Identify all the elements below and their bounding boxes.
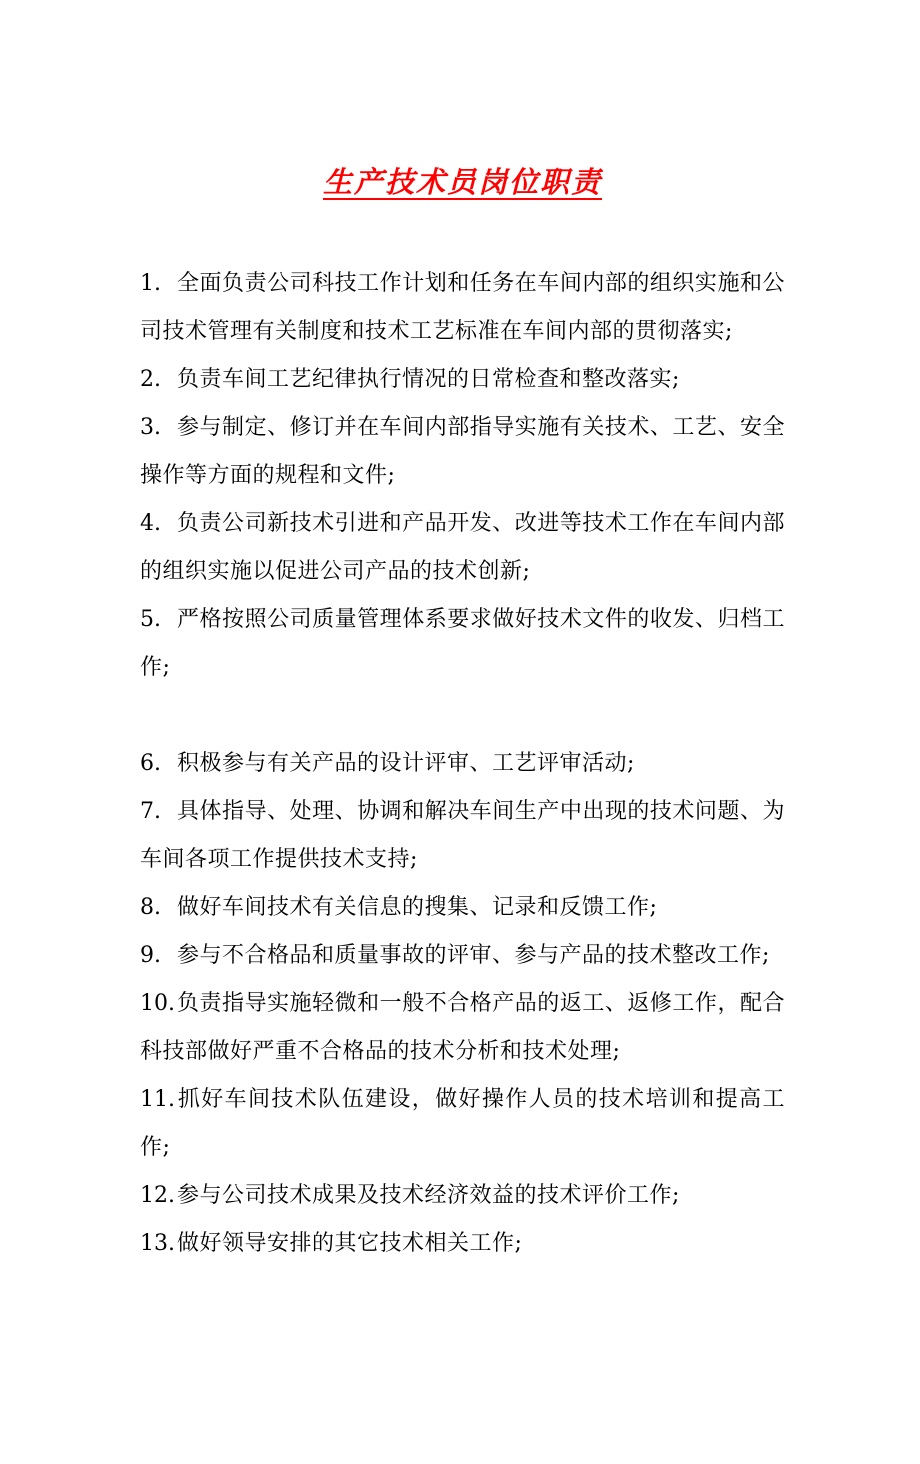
list-item [140, 1220, 785, 1268]
item-text: 积极参与有关产品的设计评审、工艺评审活动; [177, 751, 635, 776]
list-item [140, 740, 785, 788]
list-item [140, 980, 785, 1076]
item-number: 13. [140, 1231, 175, 1256]
list-item [140, 1172, 785, 1220]
document-title: 生产技术员岗位职责 [322, 165, 602, 199]
list-item [140, 500, 785, 596]
item-text: 全面负责公司科技工作计划和任务在车间内部的组织实施和公司技术管理有关制度和技术工艺标准在车间内部的贯彻落实; [140, 271, 785, 344]
item-text: 抓好车间技术队伍建设，做好操作人员的技术培训和提高工作; [140, 1087, 785, 1160]
item-number: 2. [140, 367, 161, 392]
list-item [140, 404, 785, 500]
item-text: 负责公司新技术引进和产品开发、改进等技术工作在车间内部的组织实施以促进公司产品的技术创新; [140, 511, 785, 584]
item-number: 10. [140, 991, 175, 1016]
item-text: 参与公司技术成果及技术经济效益的技术评价工作; [177, 1183, 680, 1208]
item-text: 参与制定、修订并在车间内部指导实施有关技术、工艺、安全操作等方面的规程和文件; [140, 415, 785, 488]
item-text: 负责指导实施轻微和一般不合格产品的返工、返修工作，配合科技部做好严重不合格品的技术分析和技术处理; [140, 991, 785, 1064]
item-text: 做好领导安排的其它技术相关工作; [177, 1231, 523, 1256]
item-number: 4. [140, 511, 161, 536]
item-number: 9. [140, 943, 161, 968]
list-item [140, 932, 785, 980]
item-number: 12. [140, 1183, 175, 1208]
list-item [140, 788, 785, 884]
list-item [140, 884, 785, 932]
item-number: 5. [140, 607, 161, 632]
item-text: 做好车间技术有关信息的搜集、记录和反馈工作; [177, 895, 658, 920]
responsibilities-list [140, 260, 785, 1268]
item-text: 参与不合格品和质量事故的评审、参与产品的技术整改工作; [177, 943, 770, 968]
item-number: 7. [140, 799, 161, 824]
list-item [140, 596, 785, 692]
item-text: 具体指导、处理、协调和解决车间生产中出现的技术问题、为车间各项工作提供技术支持; [140, 799, 785, 872]
item-number: 1. [140, 271, 161, 296]
item-number: 11. [140, 1087, 175, 1112]
item-number: 8. [140, 895, 161, 920]
list-item [140, 260, 785, 356]
item-text: 严格按照公司质量管理体系要求做好技术文件的收发、归档工作; [140, 607, 785, 680]
document-page [0, 162, 920, 1464]
item-text: 负责车间工艺纪律执行情况的日常检查和整改落实; [177, 367, 680, 392]
item-number: 6. [140, 751, 161, 776]
list-item [140, 356, 785, 404]
blank-line [140, 692, 785, 740]
item-number: 3. [140, 415, 161, 440]
list-item [140, 1076, 785, 1172]
